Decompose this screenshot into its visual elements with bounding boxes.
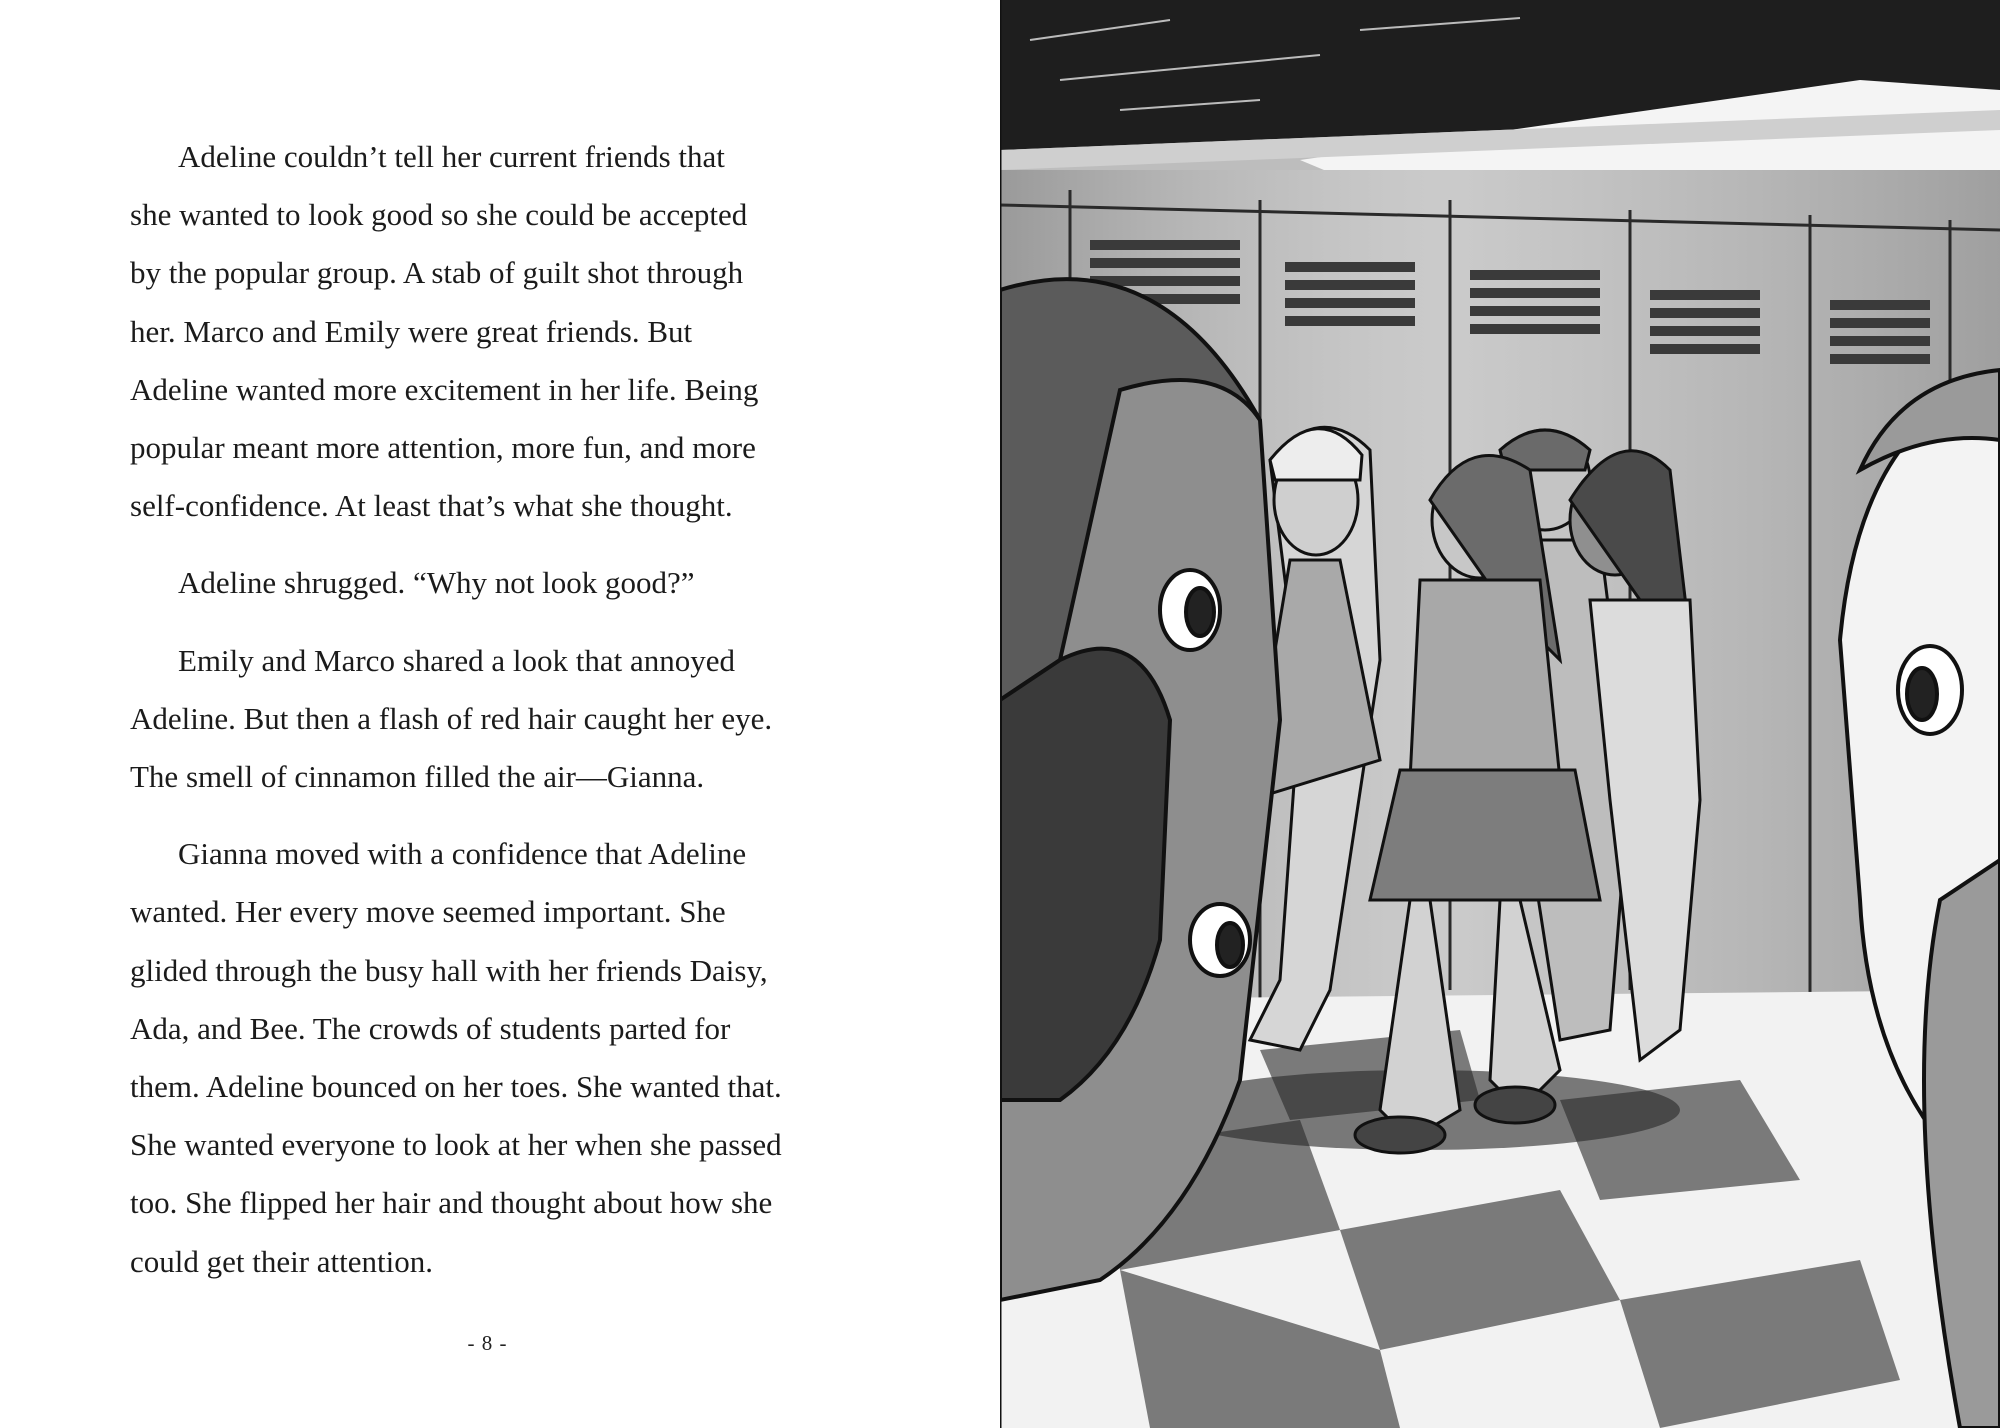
text-line: self-confidence. At least that’s what she thought. <box>130 488 733 524</box>
text-line: Adeline shrugged. “Why not look good?” <box>178 565 695 601</box>
story-text <box>130 128 850 1291</box>
page-number: - 8 - <box>467 1331 508 1355</box>
text-line: by the popular group. A stab of guilt shot through <box>130 255 744 291</box>
text-line: Ada, and Bee. The crowds of students parted for <box>130 1010 731 1046</box>
paragraph <box>130 128 850 535</box>
text-line: Adeline couldn’t tell her current friends that <box>178 139 725 174</box>
text-line: wanted. Her every move seemed important. She <box>130 894 726 930</box>
text-line: her. Marco and Emily were great friends. But <box>130 313 693 349</box>
text-line: She wanted everyone to look at her when she passed <box>130 1127 782 1163</box>
text-line: she wanted to look good so she could be accepted <box>130 197 748 233</box>
text-line: The smell of cinnamon filled the air—Gianna. <box>130 759 705 795</box>
text-line: popular meant more attention, more fun, and more <box>130 430 756 466</box>
text-line: Emily and Marco shared a look that annoyed <box>178 642 735 678</box>
paragraph <box>130 825 850 1291</box>
text-line: Gianna moved with a confidence that Adeline <box>178 836 747 872</box>
text-line: Adeline wanted more excitement in her life. Being <box>130 371 759 407</box>
paragraph <box>130 632 850 807</box>
text-line: too. She flipped her hair and thought about how she <box>130 1185 773 1221</box>
text-line: could get their attention. <box>130 1243 434 1279</box>
paragraph <box>130 554 850 612</box>
text-line: them. Adeline bounced on her toes. She wanted that. <box>130 1069 782 1105</box>
hallway-illustration <box>1000 0 2000 1428</box>
text-line: Adeline. But then a flash of red hair caught her eye. <box>130 700 773 736</box>
illustration-art <box>1000 0 2000 1428</box>
text-line: glided through the busy hall with her friends Daisy, <box>130 952 768 988</box>
